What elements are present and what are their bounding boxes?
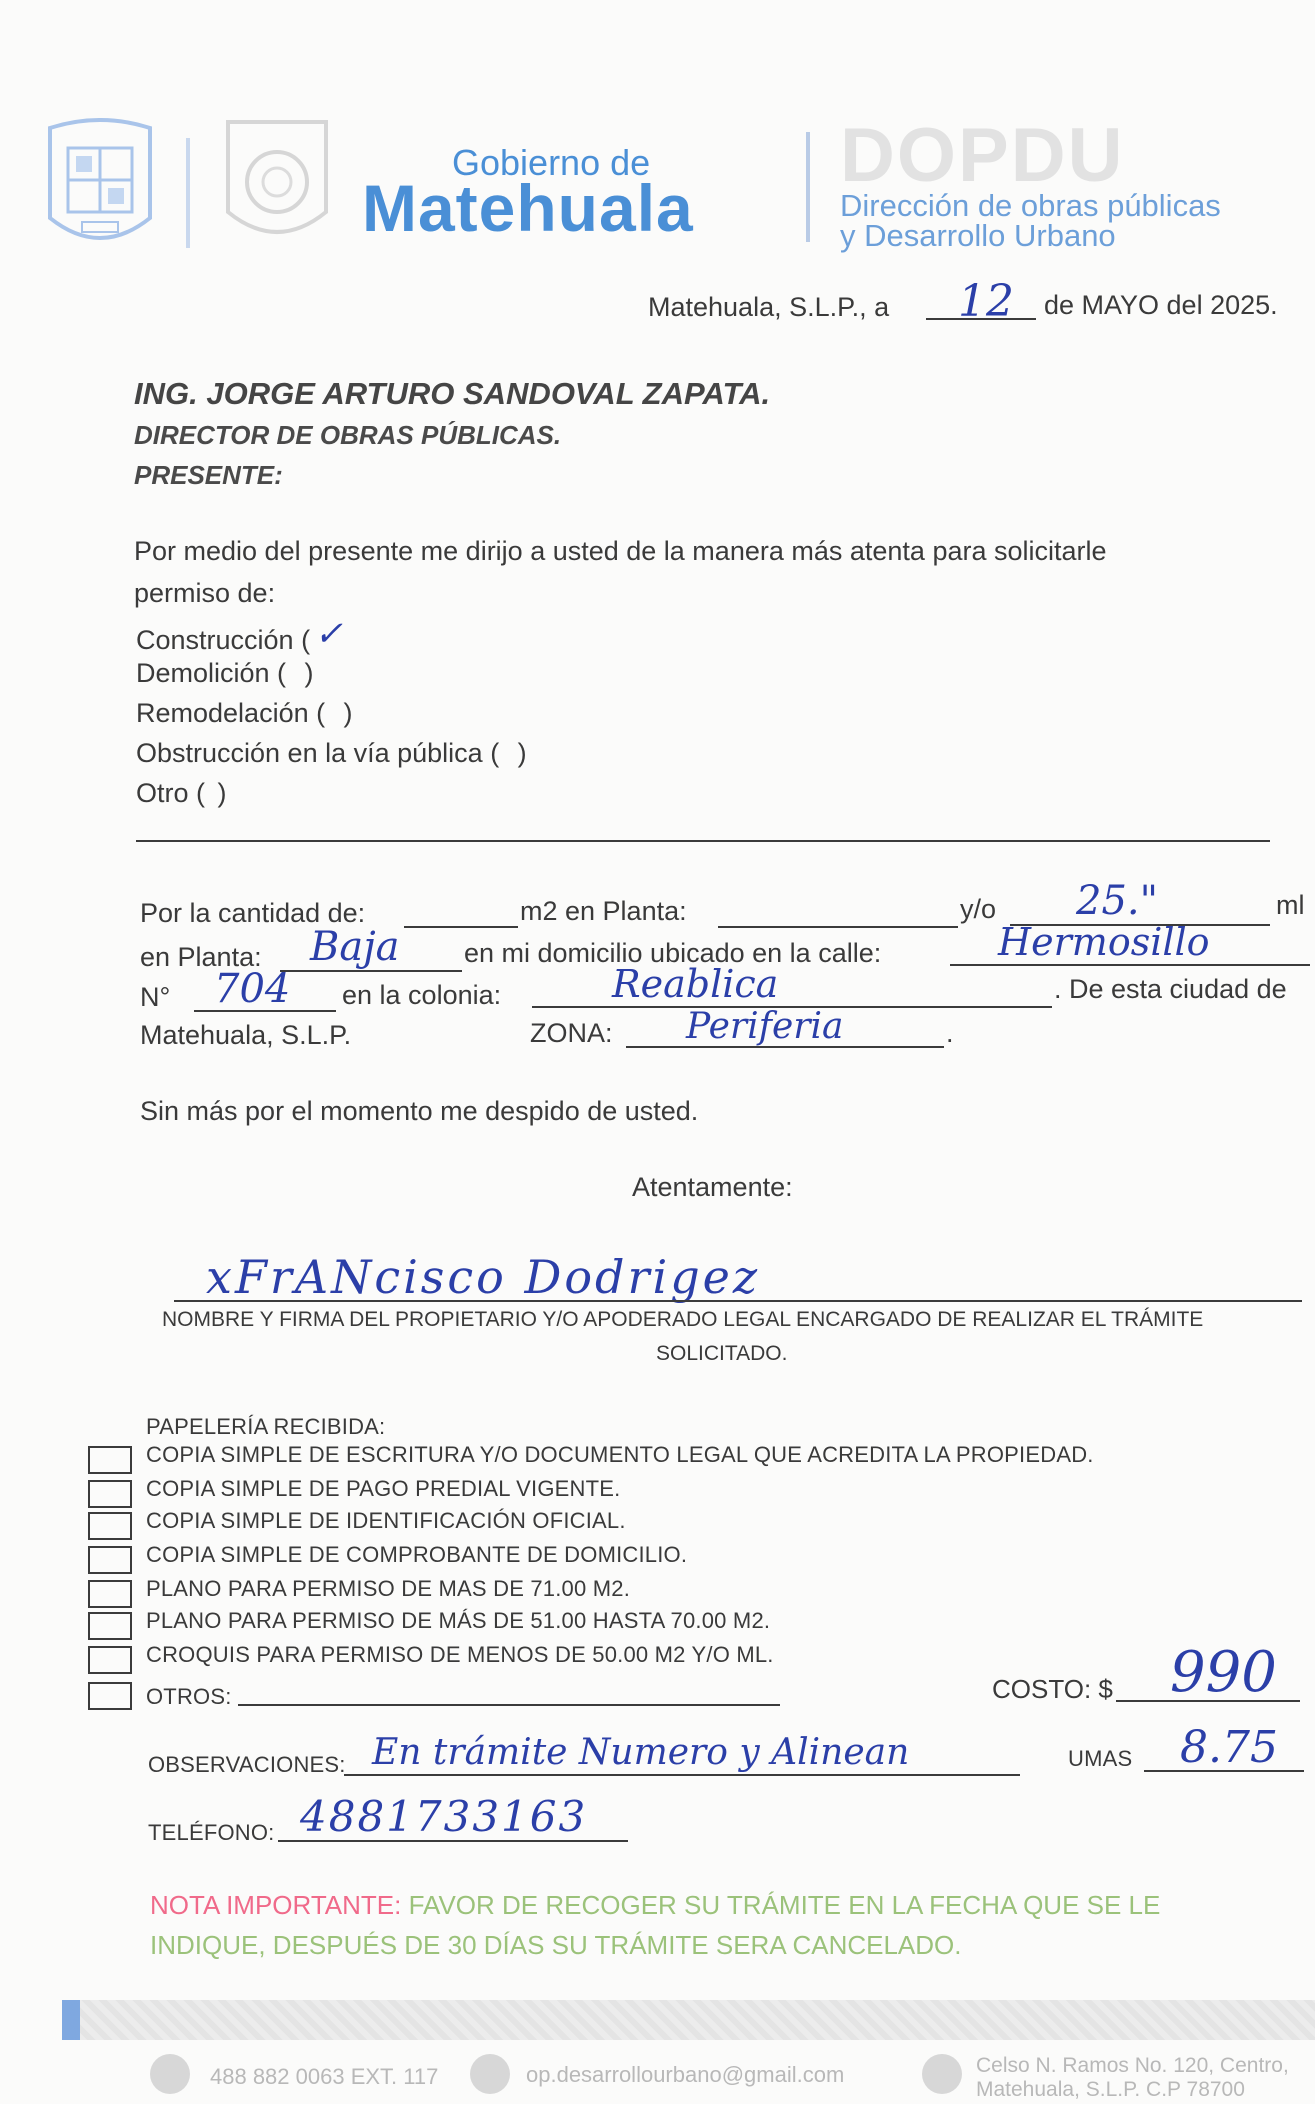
atentamente: Atentamente: (632, 1172, 793, 1202)
item-predial: COPIA SIMPLE DE PAGO PREDIAL VIGENTE. (146, 1476, 621, 1501)
qty-label-yo: y/o (960, 894, 997, 924)
qty-label-numero: N° (140, 982, 171, 1012)
umas-value: 8.75 (1180, 1722, 1278, 1773)
intro-line2: permiso de: (134, 578, 276, 608)
item-plano-71: PLANO PARA PERMISO DE MAS DE 71.00 M2. (146, 1576, 631, 1601)
header-divider-2 (806, 132, 810, 242)
date-day-value: 12 (958, 276, 1014, 327)
qty-label-matehuala: Matehuala, S.L.P. (140, 1020, 352, 1050)
email-icon (470, 2054, 510, 2094)
farewell: Sin más por el momento me despido de usted. (140, 1096, 699, 1126)
observaciones-value: En trámite Numero y Alinean (372, 1732, 910, 1773)
nota-line1 (150, 1890, 1160, 1921)
umas-label: UMAS (1068, 1746, 1133, 1771)
zona-value: Periferia (686, 1006, 844, 1047)
dept-name-line1: Dirección de obras públicas (840, 188, 1221, 223)
costo-label: COSTO: $ (992, 1674, 1113, 1704)
colonia-value: Reablica (612, 962, 779, 1006)
footer-address2: Matehuala, S.L.P. C.P 78700 (976, 2078, 1245, 2101)
footer-accent (62, 2000, 80, 2040)
nota-text1: FAVOR DE RECOGER SU TRÁMITE EN LA FECHA QUE SE LE (408, 1890, 1161, 1920)
checkbox-escritura[interactable] (88, 1446, 132, 1474)
signature-caption-line1: NOMBRE Y FIRMA DEL PROPIETARIO Y/O APODERADO LEGAL ENCARGADO DE REALIZAR EL TRÁMITE (162, 1308, 1204, 1331)
signature-line[interactable] (174, 1300, 1302, 1302)
planta-field[interactable] (280, 970, 462, 972)
qty-planta-field[interactable] (718, 926, 958, 928)
date-suffix: de MAYO del 2025. (1044, 290, 1278, 320)
calle-field[interactable] (950, 964, 1310, 966)
checkbox-domicilio[interactable] (88, 1546, 132, 1574)
dept-abbreviation: DOPDU (840, 113, 1125, 198)
nota-label: NOTA IMPORTANTE: (150, 1890, 402, 1920)
checkbox-croquis[interactable] (88, 1646, 132, 1674)
item-plano-51: PLANO PARA PERMISO DE MÁS DE 51.00 HASTA 70.00 M2. (146, 1608, 771, 1633)
location-icon (922, 2054, 962, 2094)
option-check-mark: ✓ (314, 614, 344, 654)
addressee-name: ING. JORGE ARTURO SANDOVAL ZAPATA. (134, 376, 771, 411)
date-prefix: Matehuala, S.L.P., a (648, 292, 890, 322)
numero-value: 704 (214, 966, 291, 1012)
addressee-presente: PRESENTE: (134, 460, 283, 490)
phone-icon (150, 2054, 190, 2094)
qty-label-ml: ml (1276, 890, 1305, 920)
observaciones-field[interactable] (344, 1774, 1020, 1776)
checkbox-identificacion[interactable] (88, 1512, 132, 1540)
qty-ml-value: 25." (1076, 878, 1159, 924)
option-construccion[interactable]: Construcción ( ✓ (136, 614, 344, 655)
footer-band (62, 2000, 1315, 2040)
telefono-label: TELÉFONO: (148, 1820, 275, 1845)
zona-end: . (946, 1018, 954, 1048)
item-escritura: COPIA SIMPLE DE ESCRITURA Y/O DOCUMENTO LEGAL QUE ACREDITA LA PROPIEDAD. (146, 1442, 1094, 1467)
letterhead (0, 0, 1315, 260)
papeleria-title: PAPELERÍA RECIBIDA: (146, 1414, 386, 1439)
checkbox-otros[interactable] (88, 1682, 132, 1710)
header-divider (186, 138, 190, 248)
municipal-seal-icon (42, 118, 158, 258)
nota-text2: INDIQUE, DESPUÉS DE 30 DÍAS SU TRÁMITE SERA CANCELADO. (150, 1930, 962, 1960)
qty-label-en-planta: en Planta: (140, 942, 262, 972)
costo-value: 990 (1170, 1640, 1277, 1705)
footer-phone: 488 882 0063 EXT. 117 (210, 2064, 439, 2089)
item-croquis: CROQUIS PARA PERMISO DE MENOS DE 50.00 M2 Y/O ML. (146, 1642, 774, 1667)
otro-line (136, 840, 1270, 842)
option-demolicion[interactable]: Demolición ( ) (136, 658, 314, 688)
gov-title-line1: Gobierno de (452, 142, 651, 183)
option-remodelacion[interactable]: Remodelación ( ) (136, 698, 353, 728)
item-identificacion: COPIA SIMPLE DE IDENTIFICACIÓN OFICIAL. (146, 1508, 626, 1533)
qty-label-colonia: en la colonia: (342, 980, 502, 1010)
qty-label-ciudad: . De esta ciudad de (1054, 974, 1287, 1004)
qty-label-calle: en mi domicilio ubicado en la calle: (464, 938, 882, 968)
qty-label-zona: ZONA: (530, 1018, 613, 1048)
permit-options (136, 614, 527, 818)
item-otros: OTROS: (146, 1684, 232, 1709)
item-domicilio: COPIA SIMPLE DE COMPROBANTE DE DOMICILIO. (146, 1542, 688, 1567)
otros-field[interactable] (238, 1704, 780, 1706)
checkbox-plano-51[interactable] (88, 1612, 132, 1640)
option-otro[interactable]: Otro ( ) (136, 778, 227, 808)
calle-value: Hermosillo (998, 920, 1210, 964)
observaciones-label: OBSERVACIONES: (148, 1752, 346, 1777)
gov-title-line2: Matehuala (362, 171, 694, 245)
qty-label-cantidad: Por la cantidad de: (140, 898, 366, 928)
checkbox-predial[interactable] (88, 1480, 132, 1508)
signature: xFrANcisco Dodrigez (206, 1250, 761, 1304)
addressee-title: DIRECTOR DE OBRAS PÚBLICAS. (134, 420, 562, 450)
qty-m2-field[interactable] (404, 926, 518, 928)
planta-value: Baja (310, 924, 400, 970)
intro-line1: Por medio del presente me dirijo a usted de la manera más atenta para solicitarle (134, 536, 1107, 566)
dept-name-line2: y Desarrollo Urbano (840, 218, 1116, 253)
checkbox-plano-71[interactable] (88, 1580, 132, 1608)
qty-label-m2: m2 en Planta: (520, 896, 687, 926)
footer-address1: Celso N. Ramos No. 120, Centro, (976, 2054, 1289, 2077)
watermark-seal-icon (218, 116, 336, 256)
option-obstruccion[interactable]: Obstrucción en la vía pública ( ) (136, 738, 527, 768)
footer-email[interactable]: op.desarrollourbano@gmail.com (526, 2062, 845, 2087)
signature-caption-line2: SOLICITADO. (656, 1342, 788, 1365)
telefono-value: 4881733163 (300, 1792, 588, 1841)
